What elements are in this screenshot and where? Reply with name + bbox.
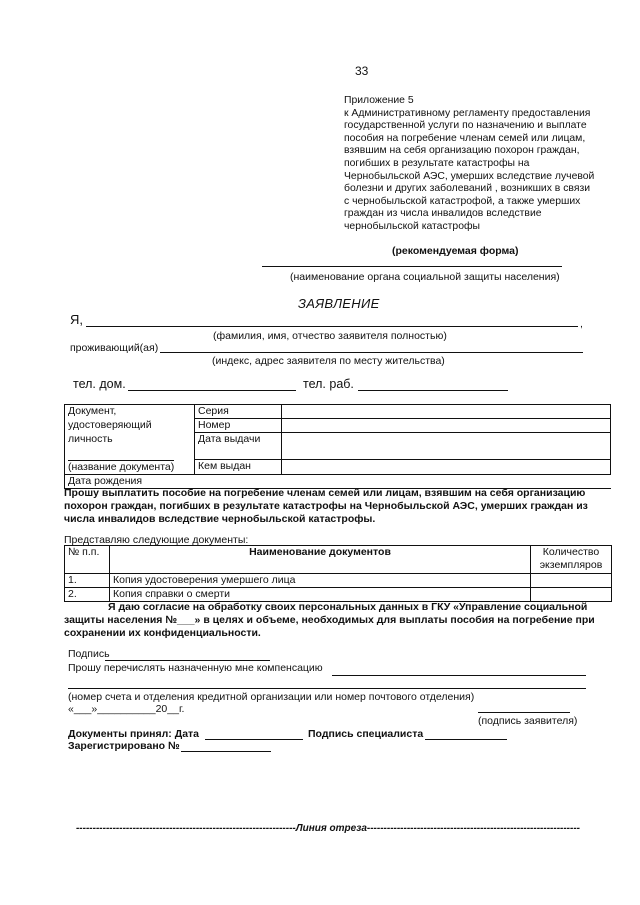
- field-label-cell: [195, 419, 282, 433]
- specialist-signature-label: Подпись специалиста: [308, 728, 424, 740]
- specialist-signature-input-line[interactable]: [425, 739, 507, 740]
- doc-label-cell: [65, 419, 195, 433]
- document-title: ЗАЯВЛЕНИЕ: [298, 296, 380, 311]
- name-header: [110, 546, 531, 574]
- account-caption: (номер счета и отделения кредитной организации или номер почтового отделения): [68, 691, 475, 703]
- doc-name-cell[interactable]: [65, 460, 195, 475]
- appendix-line: пособия на погребение членам семей или лицам,: [344, 132, 586, 144]
- num-header: [65, 546, 110, 574]
- row-num: [65, 588, 110, 602]
- recommended-form: (рекомендуемая форма): [392, 245, 519, 257]
- doc-label-line: Документ,: [68, 405, 117, 417]
- signature-input-line[interactable]: [105, 660, 270, 661]
- row-num-text: 1.: [68, 574, 77, 586]
- field-label-cell: [195, 460, 282, 475]
- series-label: Серия: [198, 405, 229, 417]
- ya-comma: ,: [580, 318, 583, 330]
- ya-label: Я,: [70, 312, 83, 327]
- qty-header-line2: экземпляров: [539, 559, 603, 572]
- submit-label: Представляю следующие документы:: [64, 534, 249, 546]
- applicant-signature-caption: (подпись заявителя): [478, 715, 578, 727]
- registered-label: Зарегистрировано №: [68, 740, 180, 752]
- fio-caption: (фамилия, имя, отчество заявителя полностью): [213, 330, 447, 342]
- address-caption: (индекс, адрес заявителя по месту жительства): [212, 355, 445, 367]
- row-qty-input[interactable]: [531, 588, 612, 602]
- number-label: Номер: [198, 419, 231, 432]
- field-label-cell: [195, 405, 282, 419]
- appendix-title: Приложение 5: [344, 95, 414, 106]
- phone-work-input-line[interactable]: [358, 390, 508, 391]
- appendix-line: взявшим на себя организацию похорон граждан,: [344, 145, 580, 157]
- phone-work-label: тел. раб.: [303, 377, 354, 391]
- appendix-line: Чернобыльской АЭС, умерших вследствие лучевой: [344, 170, 595, 182]
- qty-header: [531, 546, 612, 574]
- table-row: [65, 574, 612, 588]
- signature-label: Подпись: [68, 648, 110, 660]
- series-input[interactable]: [282, 405, 611, 419]
- doc-label-cell: [65, 433, 195, 460]
- table-row: [65, 588, 612, 602]
- identity-document-table: [64, 404, 611, 489]
- org-name-line[interactable]: [262, 266, 562, 267]
- appendix-line: погибших в результате катастрофы на: [344, 157, 530, 169]
- residing-label: проживающий(ая): [70, 342, 159, 354]
- doc-label-line: личность: [68, 432, 113, 445]
- transfer-input-line[interactable]: [332, 675, 586, 676]
- appendix-line: государственной услуги по назначению и выплате: [344, 120, 587, 132]
- field-label-cell: [195, 433, 282, 460]
- transfer-label: Прошу перечислять назначенную мне компенсацию: [68, 662, 323, 674]
- appendix-block: [344, 95, 614, 234]
- num-header-label: № п.п.: [68, 546, 100, 558]
- appendix-line: чернобыльской катастрофы: [344, 220, 480, 232]
- row-name: [110, 574, 531, 588]
- doc-label-cell: [65, 405, 195, 419]
- accepted-label: Документы принял: Дата: [68, 728, 200, 740]
- number-input[interactable]: [282, 419, 611, 433]
- accepted-date-input-line[interactable]: [205, 739, 303, 740]
- account-input-line[interactable]: [68, 688, 586, 689]
- address-input-line[interactable]: [160, 352, 583, 353]
- issued-by-label: Кем выдан: [198, 460, 251, 473]
- issue-date-label: Дата выдачи: [198, 433, 261, 446]
- issued-by-input[interactable]: [282, 460, 611, 475]
- phone-home-label: тел. дом.: [73, 377, 126, 391]
- documents-table: [64, 545, 612, 602]
- appendix-line: к Административному регламенту предоставления: [344, 107, 591, 119]
- cut-line: ------------------------------------------------------------------Линия отреза----------------------------------------------------------------: [75, 823, 581, 834]
- org-caption: (наименование органа социальной защиты населения): [290, 271, 560, 283]
- row-num: [65, 574, 110, 588]
- appendix-line: с чернобыльской катастрофой, а также умерших: [344, 195, 581, 207]
- request-text: Прошу выплатить пособие на погребение членам семей или лицам, взявшим на себя организацию похорон граждан, погибших в результате катастрофы на Чернобыльской АЭС, умерших граждан из числа инвалидов вследствие чернобыльской катастрофы.: [64, 487, 588, 525]
- appendix-line: болезни и других заболеваний , возникших в связи: [344, 183, 591, 195]
- qty-header-line1: Количество: [542, 546, 600, 558]
- phone-home-input-line[interactable]: [128, 390, 296, 391]
- registered-number-input-line[interactable]: [181, 751, 271, 752]
- birth-date-label: Дата рождения: [68, 474, 143, 487]
- row-name-text: Копия удостоверения умершего лица: [113, 574, 296, 586]
- page-number: 33: [355, 64, 369, 78]
- issue-date-input[interactable]: [282, 433, 611, 460]
- row-qty-input[interactable]: [531, 574, 612, 588]
- fio-input-line[interactable]: [86, 326, 578, 327]
- applicant-signature-line[interactable]: [478, 712, 570, 713]
- doc-label-line: удостоверяющий: [68, 418, 152, 431]
- row-num-text: 2.: [68, 588, 77, 601]
- consent-text: Я даю согласие на обработку своих персональных данных в ГКУ «Управление социальной защиты населения №___» в целях и объеме, необходимых для выплаты пособия на погребение при сохранении их конфиденциальности.: [64, 601, 595, 639]
- row-name: [110, 588, 531, 602]
- date-line[interactable]: «___»__________20__г.: [68, 703, 185, 715]
- doc-name-caption: (название документа): [68, 460, 175, 473]
- name-header-label: Наименование документов: [249, 546, 391, 558]
- appendix-line: граждан из числа инвалидов вследствие: [344, 208, 542, 220]
- row-name-text: Копия справки о смерти: [113, 588, 231, 601]
